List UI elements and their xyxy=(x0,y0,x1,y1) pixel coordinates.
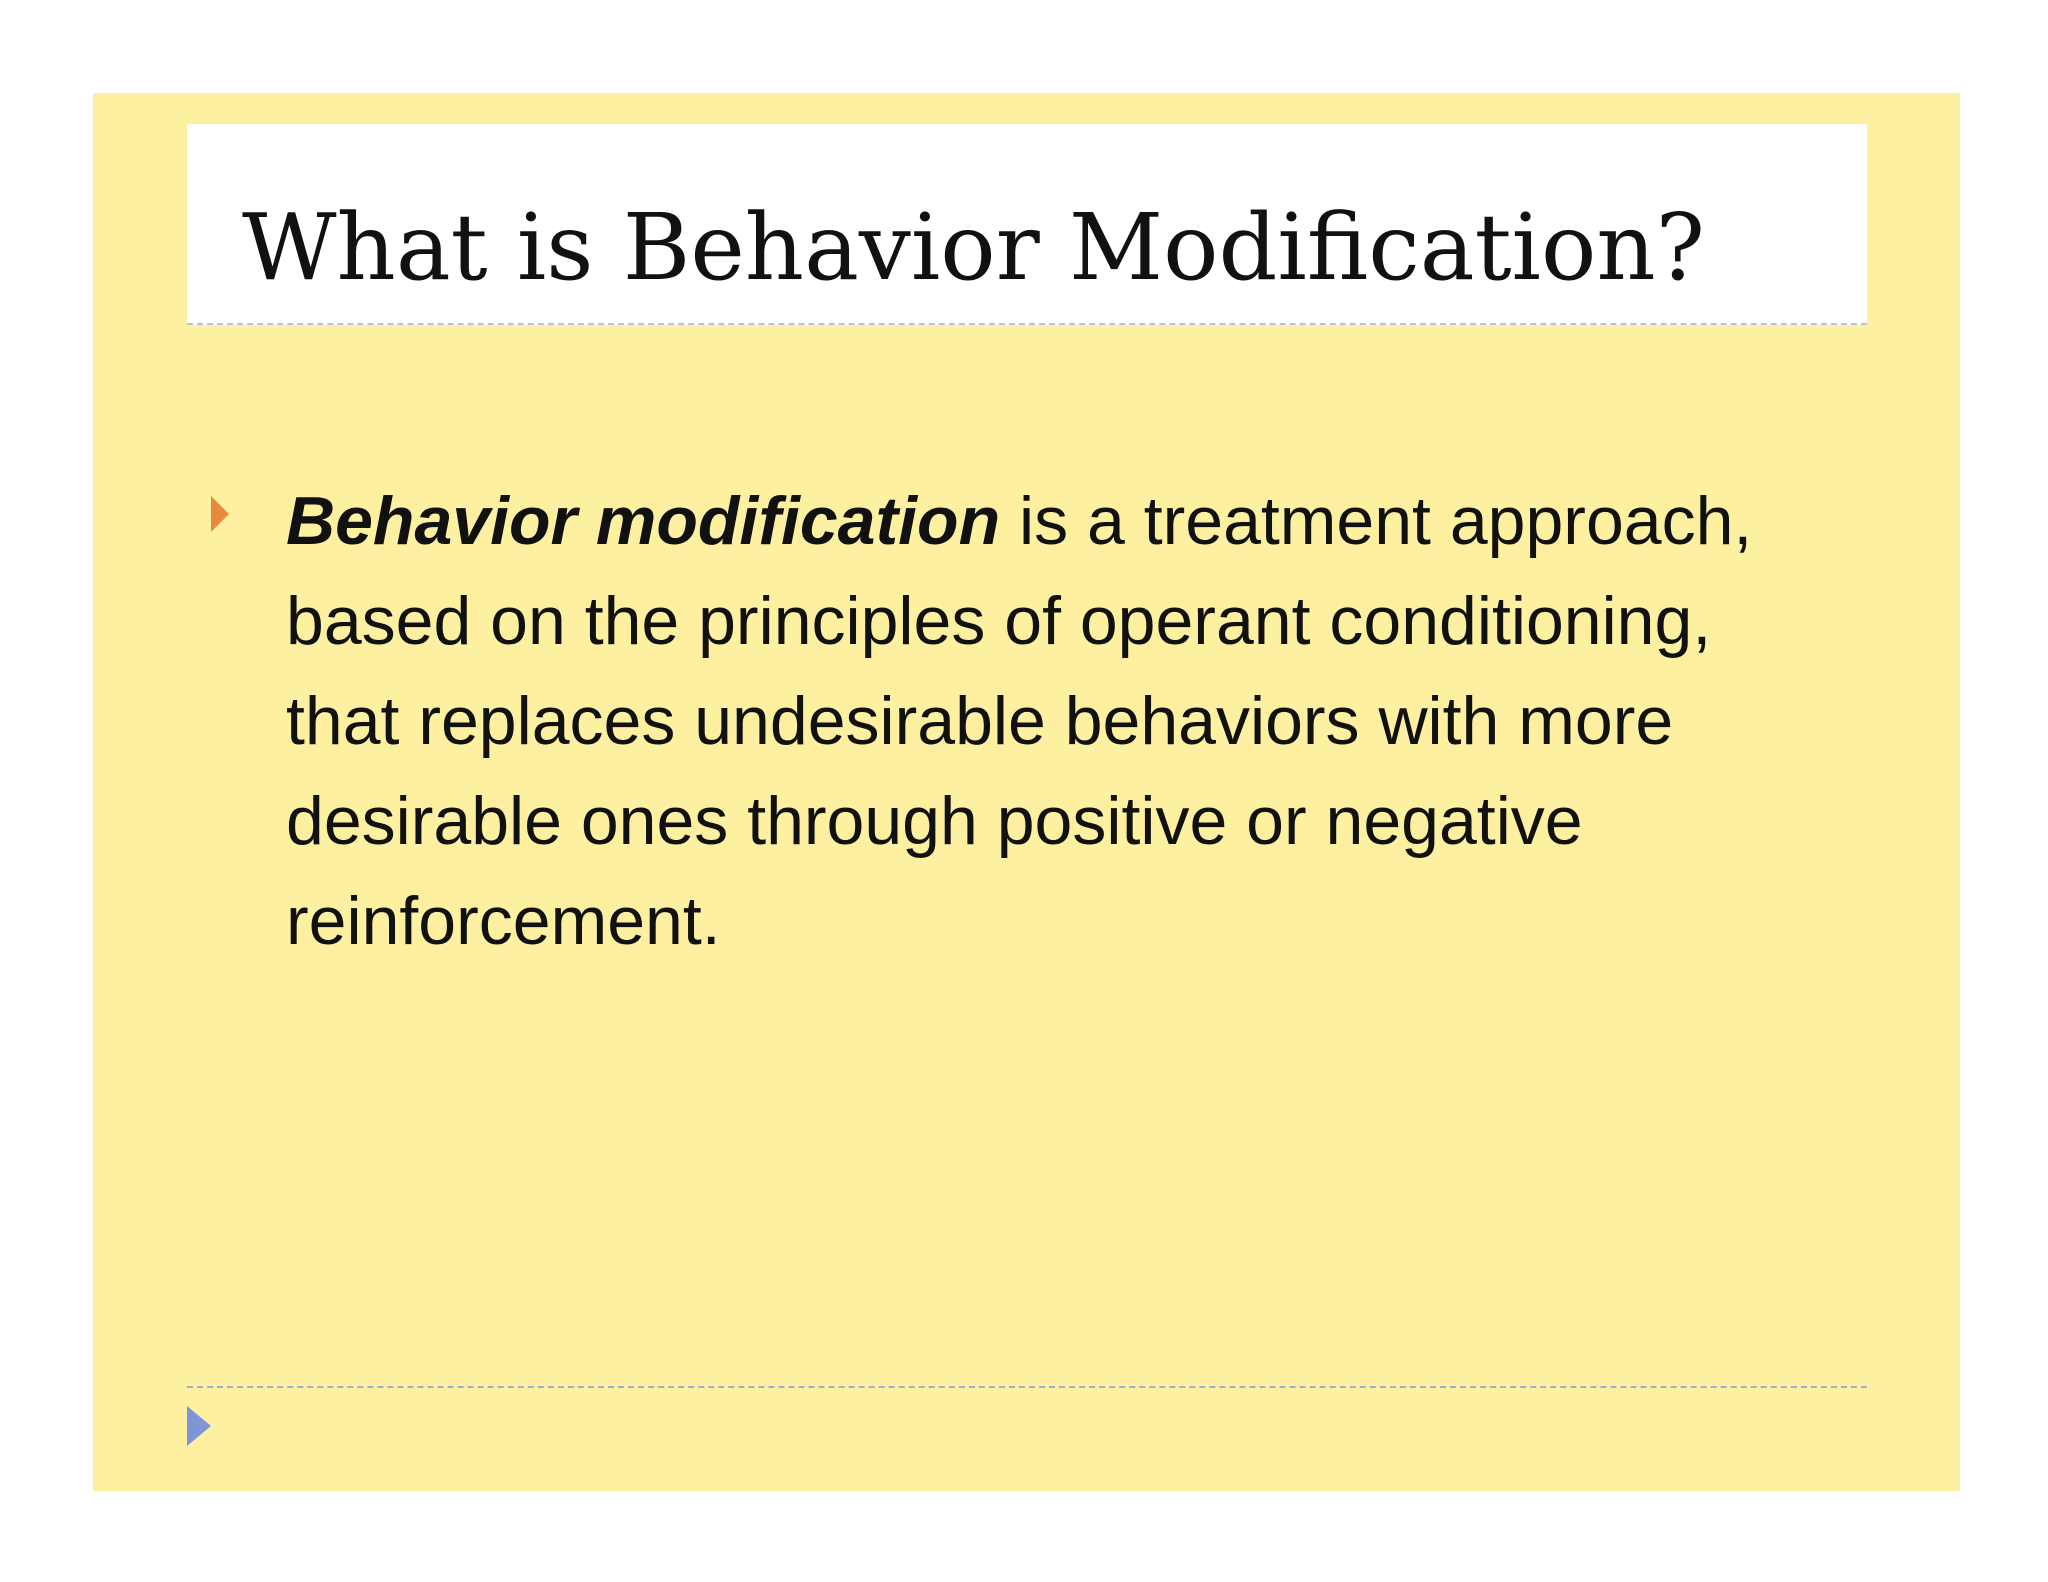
footer-divider xyxy=(187,1386,1867,1388)
bullet-text xyxy=(286,471,1806,971)
title-box xyxy=(187,124,1867,325)
bullet-term: Behavior modification xyxy=(286,483,1001,559)
slide xyxy=(93,93,1960,1491)
next-arrow-icon[interactable] xyxy=(187,1406,211,1446)
bullet-body: is a treatment approach, based on the principles of operant conditioning, that replaces undesirable behaviors with more desirable ones through positive or negative reinforcement. xyxy=(286,483,1753,959)
slide-title: What is Behavior Modification? xyxy=(242,194,1705,301)
triangle-bullet-icon xyxy=(211,496,229,532)
